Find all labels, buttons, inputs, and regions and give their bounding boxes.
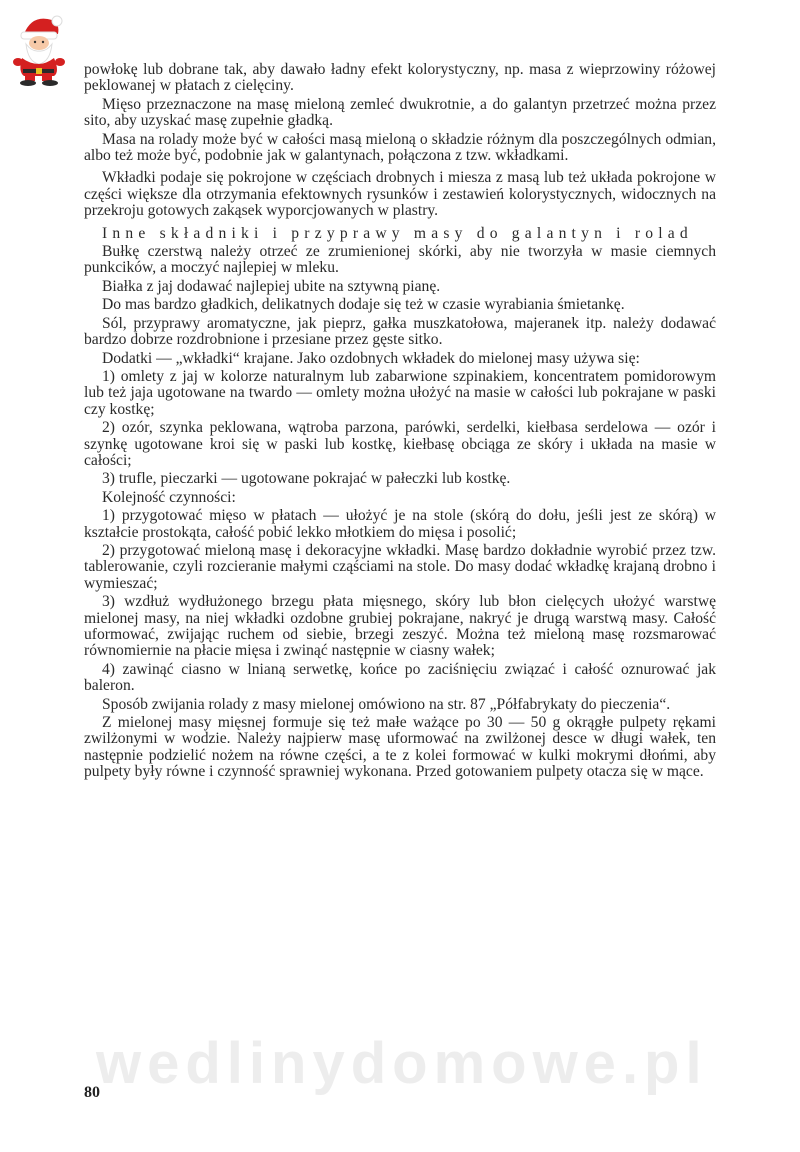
santa-claus-icon xyxy=(10,12,66,86)
list-item: 3) wzdłuż wydłużonego brzegu płata mięsnego, skóry lub błon cielęcych ułożyć warstwę mielonej masy, na niej wkładki ozdobne grubiej pokrajane, nakryć je drugą warstwą masy. Całość uformować, zwijając ruchem od siebie, brzegi zeszyć. Można też mieloną masę rozsmarować równomiernie na płacie mięsa i zwinąć następnie w ciasny wałek; xyxy=(84,593,716,660)
page-number: 80 xyxy=(84,1084,100,1101)
paragraph: Do mas bardzo gładkich, delikatnych dodaje się też w czasie wyrabiania śmietankę. xyxy=(102,296,625,314)
paragraph: Białka z jaj dodawać najlepiej ubite na sztywną pianę. xyxy=(102,277,441,295)
paragraph: Sól, przyprawy aromatyczne, jak pieprz, gałka muszkatołowa, majeranek itp. należy dodawać bardzo dobrze rozdrobnione i przesiane przez gęste sitko. xyxy=(84,314,716,349)
list-item: 4) zawinąć ciasno w lnianą serwetkę, końce po zaciśnięciu związać i całość oznurować jak baleron. xyxy=(84,660,716,695)
paragraph: powłokę lub dobrane tak, aby dawało ładny efekt kolorystyczny, np. masa z wieprzowiny różowej peklowanej w płatach z cielęciny. xyxy=(84,61,716,95)
paragraph: Mięso przeznaczone na masę mieloną zemleć dwukrotnie, a do galantyn przetrzeć można przez sito, aby uzyskać masę zupełnie gładką. xyxy=(84,95,716,130)
watermark-text: wedlinydomowe.pl xyxy=(96,1031,708,1096)
body-text xyxy=(84,62,716,783)
paragraph: Dodatki — „wkładki“ krajane. Jako ozdobnych wkładek do mielonej masy używa się: xyxy=(102,349,640,367)
paragraph: Sposób zwijania rolady z masy mielonej omówiono na str. 87 „Półfabrykaty do pieczenia“. xyxy=(102,695,671,713)
paragraph: Bułkę czerstwą należy otrzeć ze zrumienionej skórki, aby nie tworzyła w masie ciemnych punkcików, a moczyć najlepiej w mleku. xyxy=(84,243,716,277)
list-item: 1) omlety z jaj w kolorze naturalnym lub zabarwione szpinakiem, koncentratem pomidorowym lub też jaja ugotowane na twardo — omlety można ułożyć na masie w całości lub pokrajane w paski czy kostkę; xyxy=(84,367,716,418)
list-item: 1) przygotować mięso w płatach — ułożyć je na stole (skórą do dołu, jeśli jest ze skórą) w kształcie prostokąta, całość pobić lekko młotkiem do mięsa i posolić; xyxy=(84,507,716,541)
subheading: Kolejność czynności: xyxy=(102,488,236,506)
list-item: 2) przygotować mieloną masę i dekoracyjne wkładki. Masę bardzo dokładnie wyrobić przez tzw. tablerowanie, czyli rozcieranie małymi cząściami na stole. Do masy dodać wkładkę krajaną drobno i wymieszać; xyxy=(84,541,716,592)
section-heading: Inne składniki i przyprawy masy do galantyn i rolad xyxy=(102,224,693,242)
paragraph: Z mielonej masy mięsnej formuje się też małe ważące po 30 — 50 g okrągłe pulpety rękami zwilżonymi w wodzie. Należy najpierw masę uformować na zwilżonej desce w długi wałek, ten następnie podzielić nożem na równe części, a te z kolei formować w kulki mokrymi dłońmi, aby pulpety były równe i czynność sprawniej wykonana. Przed gotowaniem pulpety otacza się w mące. xyxy=(84,714,716,781)
list-item: 3) trufle, pieczarki — ugotowane pokrajać w pałeczki lub kostkę. xyxy=(102,470,511,488)
paragraph: Masa na rolady może być w całości masą mieloną o składzie różnym dla poszczególnych odmian, albo też może być, podobnie jak w galantynach, połączona z tzw. wkładkami. xyxy=(84,130,716,165)
paragraph: Wkładki podaje się pokrojone w częściach drobnych i miesza z masą lub też układa pokrojone w części większe dla otrzymania efektownych rysunków i zestawień kolorystycznych, widocznych na przekroju gotowych zakąsek wyporcjowanych w plastry. xyxy=(84,169,716,220)
list-item: 2) ozór, szynka peklowana, wątroba parzona, parówki, serdelki, kiełbasa serdelowa — ozór i szynkę ugotowane kroi się w paski lub kostkę, kiełbasę obciąga ze skóry i układa na masie w całości; xyxy=(84,419,716,469)
